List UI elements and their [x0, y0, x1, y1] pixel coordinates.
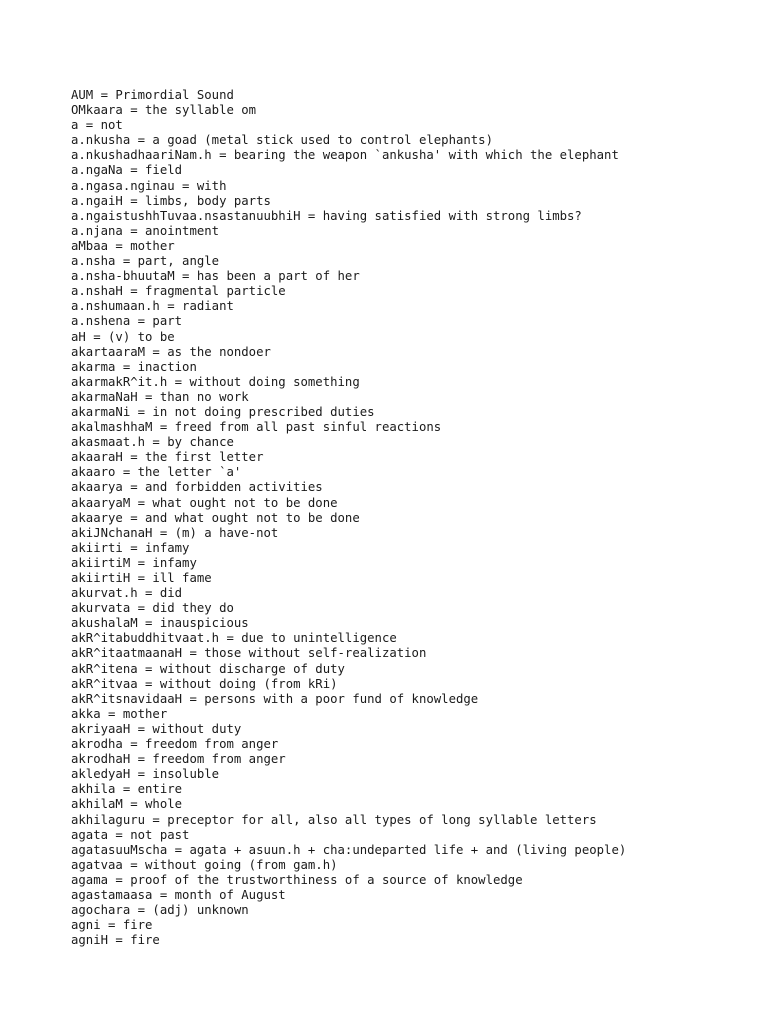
glossary-entry: agata = not past — [71, 827, 190, 842]
glossary-entry: a.ngaistushhTuvaa.nsastanuubhiH = having satisfied with strong limbs? — [71, 208, 582, 223]
glossary-entry: akaaryaM = what ought not to be done — [71, 495, 338, 510]
glossary-entry: a.nsha = part, angle — [71, 254, 220, 269]
glossary-entry: aMbaa = mother — [71, 238, 175, 253]
glossary-entry: a.njana = anointment — [71, 223, 220, 238]
glossary-entry: a.nkushadhaariNam.h = bearing the weapon `ankusha' with which the elephant — [71, 148, 619, 163]
glossary-entry: akR^itaatmaanaH = those without self-realization — [71, 646, 427, 661]
glossary-entry: akR^itabuddhitvaat.h = due to unintelligence — [71, 631, 397, 646]
glossary-entry: akhila = entire — [71, 782, 183, 797]
glossary-entry: akiirtiM = infamy — [71, 555, 197, 570]
glossary-entry: a.nshena = part — [71, 314, 183, 329]
glossary-entry: akiirtiH = ill fame — [71, 571, 212, 585]
glossary-entry: akrodhaH = freedom from anger — [71, 752, 286, 767]
glossary-entry: AUM = Primordial Sound — [71, 88, 234, 102]
glossary-entry: akledyaH = insoluble — [71, 767, 220, 782]
glossary-entry: agni = fire — [71, 918, 153, 933]
glossary-entry: akR^itvaa = without doing (from kRi) — [71, 676, 338, 691]
glossary-entry: agama = proof of the trustworthiness of a source of knowledge — [71, 872, 523, 887]
glossary-entry: agniH = fire — [71, 933, 160, 948]
glossary-entry: akasmaat.h = by chance — [71, 435, 234, 450]
glossary-entry: akarmaNaH = than no work — [71, 389, 249, 404]
glossary-entry: akka = mother — [71, 706, 168, 721]
glossary-entry: akushalaM = inauspicious — [71, 616, 249, 631]
glossary-entry: a = not — [71, 118, 123, 133]
glossary-entry: a.ngasa.nginau = with — [71, 178, 227, 193]
glossary-entry: agochara = (adj) unknown — [71, 903, 249, 918]
glossary-entry: a.nsha-bhuutaM = has been a part of her — [71, 269, 360, 284]
glossary-entry: akhilaguru = preceptor for all, also all types of long syllable letters — [71, 812, 597, 827]
glossary-entry: akR^itena = without discharge of duty — [71, 661, 345, 676]
glossary-entry: aH = (v) to be — [71, 329, 175, 344]
glossary-entry: akarma = inaction — [71, 359, 197, 374]
glossary-entry: a.ngaiH = limbs, body parts — [71, 193, 271, 208]
glossary-entry: akriyaaH = without duty — [71, 721, 242, 736]
glossary-entry: akaarye = and what ought not to be done — [71, 510, 360, 525]
glossary-list — [71, 88, 761, 948]
glossary-entry: a.nshaH = fragmental particle — [71, 284, 286, 299]
glossary-entry: a.ngaNa = field — [71, 163, 183, 178]
glossary-entry: akurvat.h = did — [71, 586, 183, 601]
glossary-entry: agastamaasa = month of August — [71, 887, 286, 902]
glossary-entry: akaarya = and forbidden activities — [71, 480, 323, 495]
glossary-entry: agatasuuMscha = agata + asuun.h + cha:undeparted life + and (living people) — [71, 842, 627, 857]
glossary-entry: akrodha = freedom from anger — [71, 737, 279, 752]
glossary-entry: akiirti = infamy — [71, 540, 190, 555]
glossary-entry: akhilaM = whole — [71, 797, 183, 812]
glossary-entry: OMkaara = the syllable om — [71, 103, 257, 118]
glossary-entry: akR^itsnavidaaH = persons with a poor fund of knowledge — [71, 691, 479, 706]
glossary-entry: akurvata = did they do — [71, 601, 234, 616]
glossary-entry: akaaro = the letter `a' — [71, 465, 242, 480]
glossary-entry: akartaaraM = as the nondoer — [71, 344, 271, 359]
glossary-entry: akiJNchanaH = (m) a have-not — [71, 525, 279, 540]
glossary-entry: a.nkusha = a goad (metal stick used to control elephants) — [71, 133, 493, 148]
glossary-entry: agatvaa = without going (from gam.h) — [71, 857, 338, 872]
glossary-entry: akarmakR^it.h = without doing something — [71, 374, 360, 389]
glossary-entry: akalmashhaM = freed from all past sinful reactions — [71, 420, 442, 435]
glossary-entry: akarmaNi = in not doing prescribed duties — [71, 404, 375, 419]
glossary-entry: a.nshumaan.h = radiant — [71, 299, 234, 314]
glossary-entry: akaaraH = the first letter — [71, 450, 264, 465]
